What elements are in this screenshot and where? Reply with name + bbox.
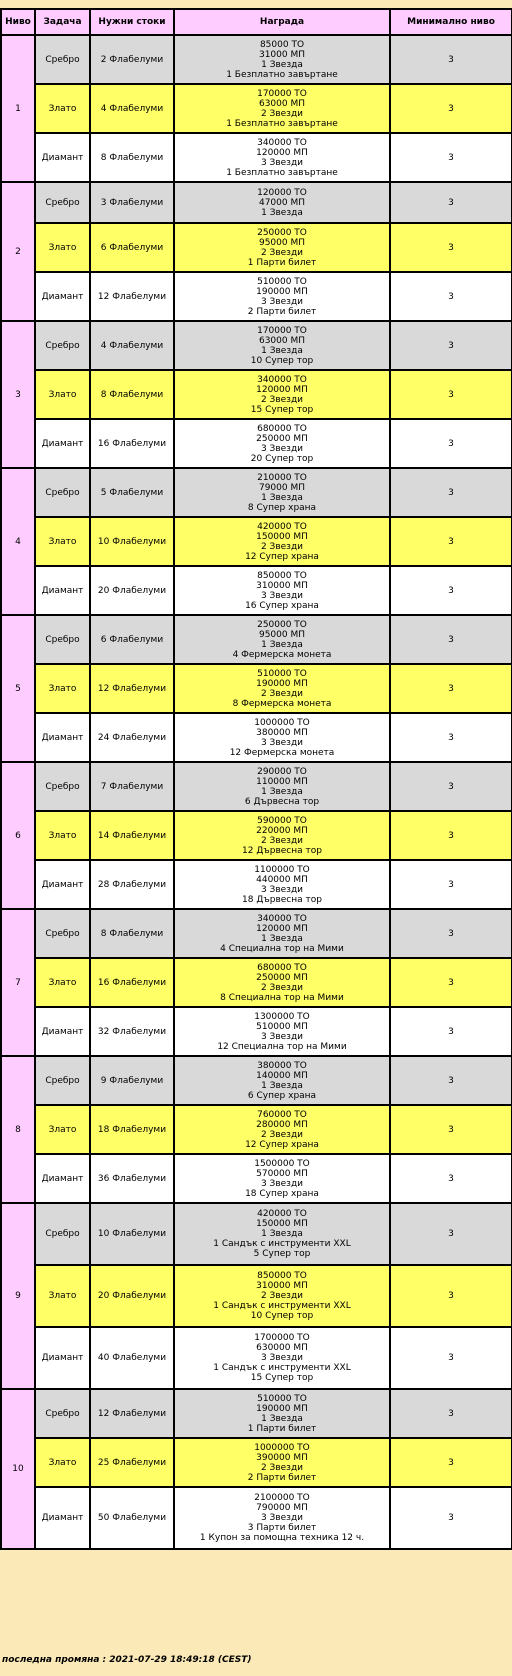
reward-line: 310000 МП	[256, 1281, 308, 1291]
reward-cell	[174, 84, 390, 133]
reward-line: 190000 МП	[256, 678, 308, 689]
min-level-cell: 3	[390, 1154, 512, 1203]
reward-line: 1000000 ТО	[254, 717, 310, 728]
reward-line: 15 Супер тор	[250, 404, 314, 415]
needed-goods-cell: 28 Флабелуми	[90, 860, 174, 909]
reward-cell	[174, 762, 390, 811]
task-cell-diamond: Диамант	[35, 860, 90, 909]
reward-line: 310000 МП	[256, 580, 308, 591]
table-row	[1, 182, 512, 223]
reward-line: 1500000 ТО	[254, 1158, 310, 1169]
needed-goods-cell: 16 Флабелуми	[90, 958, 174, 1007]
reward-line: 680000 ТО	[257, 423, 307, 434]
reward-cell	[174, 1389, 390, 1438]
reward-line: 3 Звезди	[260, 884, 304, 895]
reward-line: 12 Супер храна	[245, 1139, 319, 1150]
reward-line: 47000 МП	[258, 197, 306, 208]
min-level-cell: 3	[390, 615, 512, 664]
reward-line: 120000 МП	[256, 384, 308, 395]
needed-goods-cell: 50 Флабелуми	[90, 1487, 174, 1549]
reward-line: 1 Звезда	[261, 207, 303, 218]
reward-cell	[174, 1487, 390, 1549]
min-level-cell: 3	[390, 272, 512, 321]
reward-line: 250000 МП	[256, 972, 308, 983]
reward-line: 1 Купон за помощна техника 12 ч.	[199, 1533, 365, 1543]
level-cell: 7	[1, 909, 35, 1056]
reward-line: 1 Звезда	[261, 1080, 303, 1091]
reward-line: 2100000 ТО	[254, 1493, 310, 1503]
table-row	[1, 713, 512, 762]
reward-line: 1 Безплатно завъртане	[226, 69, 338, 80]
reward-line: 170000 ТО	[257, 88, 307, 99]
needed-goods-cell: 40 Флабелуми	[90, 1327, 174, 1389]
level-cell: 4	[1, 468, 35, 615]
task-cell-gold: Злато	[35, 664, 90, 713]
task-cell-diamond: Диамант	[35, 419, 90, 468]
table-row	[1, 1487, 512, 1549]
reward-line: 18 Дървесна тор	[242, 894, 322, 905]
reward-line: 5 Супер тор	[253, 1249, 311, 1259]
reward-line: 2 Звезди	[260, 1129, 304, 1140]
min-level-cell: 3	[390, 713, 512, 762]
reward-cell	[174, 223, 390, 272]
task-cell-gold: Злато	[35, 84, 90, 133]
reward-line: 1 Безплатно завъртане	[226, 167, 338, 178]
task-cell-diamond: Диамант	[35, 566, 90, 615]
min-level-cell: 3	[390, 860, 512, 909]
reward-line: 510000 МП	[256, 1021, 308, 1032]
reward-line: 190000 МП	[256, 286, 308, 297]
reward-line: 170000 ТО	[257, 325, 307, 336]
level-cell: 9	[1, 1203, 35, 1389]
table-row	[1, 1105, 512, 1154]
reward-line: 1 Парти билет	[247, 257, 317, 268]
task-cell-diamond: Диамант	[35, 1487, 90, 1549]
min-level-cell: 3	[390, 909, 512, 958]
reward-cell	[174, 468, 390, 517]
reward-line: 110000 МП	[256, 776, 308, 787]
reward-line: 1 Звезда	[261, 1413, 303, 1424]
reward-line: 210000 ТО	[257, 472, 307, 483]
reward-line: 140000 МП	[256, 1070, 308, 1081]
needed-goods-cell: 12 Флабелуми	[90, 1389, 174, 1438]
needed-goods-cell: 10 Флабелуми	[90, 517, 174, 566]
reward-line: 4 Фермерска монета	[232, 649, 332, 660]
reward-cell	[174, 1154, 390, 1203]
reward-line: 680000 ТО	[257, 962, 307, 973]
needed-goods-cell: 25 Флабелуми	[90, 1438, 174, 1487]
needed-goods-cell: 3 Флабелуми	[90, 182, 174, 223]
table-row	[1, 1203, 512, 1265]
reward-cell	[174, 1105, 390, 1154]
task-cell-silver: Сребро	[35, 909, 90, 958]
reward-line: 12 Дървесна тор	[242, 845, 322, 856]
level-cell: 8	[1, 1056, 35, 1203]
min-level-cell: 3	[390, 419, 512, 468]
reward-line: 2 Звезди	[260, 688, 304, 699]
needed-goods-cell: 24 Флабелуми	[90, 713, 174, 762]
table-row	[1, 468, 512, 517]
min-level-cell: 3	[390, 1265, 512, 1327]
reward-cell	[174, 321, 390, 370]
min-level-cell: 3	[390, 1105, 512, 1154]
needed-goods-cell: 6 Флабелуми	[90, 615, 174, 664]
table-row	[1, 272, 512, 321]
last-modified-footer: последна промяна : 2021-07-29 18:49:18 (CEST)	[2, 1655, 252, 1665]
reward-line: 420000 ТО	[257, 521, 307, 532]
reward-line: 390000 МП	[256, 1452, 308, 1463]
header-level: Ниво	[1, 9, 35, 35]
reward-line: 3 Звезди	[260, 1513, 304, 1523]
min-level-cell: 3	[390, 1056, 512, 1105]
task-cell-silver: Сребро	[35, 321, 90, 370]
needed-goods-cell: 10 Флабелуми	[90, 1203, 174, 1265]
reward-line: 190000 МП	[256, 1403, 308, 1414]
reward-line: 2 Звезди	[260, 982, 304, 993]
task-cell-silver: Сребро	[35, 182, 90, 223]
reward-cell	[174, 566, 390, 615]
reward-line: 790000 МП	[256, 1503, 308, 1513]
reward-line: 340000 ТО	[257, 913, 307, 924]
min-level-cell: 3	[390, 223, 512, 272]
reward-line: 6 Дървесна тор	[244, 796, 320, 807]
min-level-cell: 3	[390, 566, 512, 615]
reward-line: 16 Супер храна	[245, 600, 319, 611]
min-level-cell: 3	[390, 1007, 512, 1056]
reward-line: 380000 ТО	[257, 1060, 307, 1071]
reward-cell	[174, 1327, 390, 1389]
reward-cell	[174, 909, 390, 958]
table-row	[1, 35, 512, 84]
task-cell-gold: Злато	[35, 517, 90, 566]
reward-line: 1000000 ТО	[254, 1442, 310, 1453]
reward-line: 1 Сандък с инструменти XXL	[213, 1301, 351, 1311]
reward-line: 8 Фермерска монета	[232, 698, 332, 709]
min-level-cell: 3	[390, 664, 512, 713]
needed-goods-cell: 2 Флабелуми	[90, 35, 174, 84]
level-cell: 10	[1, 1389, 35, 1549]
reward-line: 63000 МП	[258, 335, 306, 346]
reward-line: 1 Безплатно завъртане	[226, 118, 338, 129]
reward-line: 570000 МП	[256, 1168, 308, 1179]
task-cell-silver: Сребро	[35, 35, 90, 84]
table-row	[1, 958, 512, 1007]
min-level-cell: 3	[390, 182, 512, 223]
reward-line: 3 Звезди	[260, 443, 304, 454]
reward-line: 340000 ТО	[257, 374, 307, 385]
needed-goods-cell: 8 Флабелуми	[90, 370, 174, 419]
needed-goods-cell: 20 Флабелуми	[90, 566, 174, 615]
reward-line: 220000 МП	[256, 825, 308, 836]
reward-cell	[174, 272, 390, 321]
reward-line: 1 Звезда	[261, 1229, 303, 1239]
reward-line: 2 Звезди	[260, 108, 304, 119]
task-cell-silver: Сребро	[35, 1056, 90, 1105]
min-level-cell: 3	[390, 762, 512, 811]
reward-line: 12 Фермерска монета	[229, 747, 335, 758]
table-row	[1, 370, 512, 419]
reward-line: 63000 МП	[258, 98, 306, 109]
reward-cell	[174, 811, 390, 860]
reward-line: 85000 ТО	[259, 39, 305, 50]
task-cell-diamond: Диамант	[35, 713, 90, 762]
table-row	[1, 860, 512, 909]
reward-line: 2 Звезди	[260, 541, 304, 552]
task-cell-silver: Сребро	[35, 468, 90, 517]
reward-line: 120000 МП	[256, 923, 308, 934]
reward-line: 1100000 ТО	[254, 864, 310, 875]
table-row	[1, 811, 512, 860]
task-cell-silver: Сребро	[35, 762, 90, 811]
reward-line: 1 Звезда	[261, 345, 303, 356]
reward-cell	[174, 615, 390, 664]
reward-line: 2 Парти билет	[247, 306, 317, 317]
min-level-cell: 3	[390, 370, 512, 419]
reward-line: 1 Сандък с инструменти XXL	[213, 1363, 351, 1373]
table-header-row	[1, 9, 512, 35]
reward-cell	[174, 370, 390, 419]
reward-line: 18 Супер храна	[245, 1188, 319, 1199]
needed-goods-cell: 6 Флабелуми	[90, 223, 174, 272]
task-cell-gold: Злато	[35, 223, 90, 272]
header-task: Задача	[35, 9, 90, 35]
reward-line: 12 Супер храна	[245, 551, 319, 562]
min-level-cell: 3	[390, 321, 512, 370]
reward-line: 3 Звезди	[260, 1031, 304, 1042]
reward-line: 510000 ТО	[257, 276, 307, 287]
reward-cell	[174, 713, 390, 762]
table-row	[1, 1438, 512, 1487]
reward-line: 510000 ТО	[257, 1393, 307, 1404]
reward-line: 340000 ТО	[257, 137, 307, 148]
rewards-table	[0, 8, 512, 1550]
reward-line: 290000 ТО	[257, 766, 307, 777]
reward-line: 95000 МП	[258, 237, 306, 248]
needed-goods-cell: 7 Флабелуми	[90, 762, 174, 811]
task-cell-gold: Злато	[35, 958, 90, 1007]
table-body	[1, 35, 512, 1549]
reward-line: 8 Специална тор на Мими	[220, 992, 344, 1003]
reward-line: 2 Звезди	[260, 1291, 304, 1301]
header-reward: Награда	[174, 9, 390, 35]
reward-line: 1 Сандък с инструменти XXL	[213, 1239, 351, 1249]
table-row	[1, 133, 512, 182]
reward-line: 1 Звезда	[261, 59, 303, 70]
reward-line: 3 Звезди	[260, 157, 304, 168]
needed-goods-cell: 16 Флабелуми	[90, 419, 174, 468]
reward-line: 1700000 ТО	[254, 1333, 310, 1343]
table-row	[1, 762, 512, 811]
reward-line: 150000 МП	[256, 1219, 308, 1229]
min-level-cell: 3	[390, 1487, 512, 1549]
table-row	[1, 84, 512, 133]
reward-line: 79000 МП	[258, 482, 306, 493]
table-row	[1, 223, 512, 272]
reward-line: 1 Звезда	[261, 933, 303, 944]
reward-line: 850000 ТО	[257, 570, 307, 581]
reward-cell	[174, 958, 390, 1007]
reward-cell	[174, 419, 390, 468]
task-cell-silver: Сребро	[35, 615, 90, 664]
reward-cell	[174, 1007, 390, 1056]
table-row	[1, 664, 512, 713]
reward-line: 1300000 ТО	[254, 1011, 310, 1022]
task-cell-diamond: Диамант	[35, 1154, 90, 1203]
task-cell-gold: Злато	[35, 1105, 90, 1154]
table-row	[1, 1389, 512, 1438]
reward-line: 2 Звезди	[260, 247, 304, 258]
needed-goods-cell: 36 Флабелуми	[90, 1154, 174, 1203]
task-cell-silver: Сребро	[35, 1389, 90, 1438]
task-cell-diamond: Диамант	[35, 272, 90, 321]
needed-goods-cell: 12 Флабелуми	[90, 272, 174, 321]
task-cell-diamond: Диамант	[35, 1007, 90, 1056]
reward-line: 2 Парти билет	[247, 1472, 317, 1483]
table-row	[1, 419, 512, 468]
reward-line: 120000 МП	[256, 147, 308, 158]
min-level-cell: 3	[390, 1327, 512, 1389]
needed-goods-cell: 4 Флабелуми	[90, 84, 174, 133]
task-cell-silver: Сребро	[35, 1203, 90, 1265]
reward-cell	[174, 133, 390, 182]
task-cell-diamond: Диамант	[35, 1327, 90, 1389]
reward-line: 1 Парти билет	[247, 1423, 317, 1434]
reward-cell	[174, 35, 390, 84]
table-row	[1, 1007, 512, 1056]
reward-line: 150000 МП	[256, 531, 308, 542]
reward-line: 12 Специална тор на Мими	[217, 1041, 347, 1052]
reward-cell	[174, 1265, 390, 1327]
level-cell: 2	[1, 182, 35, 321]
reward-line: 6 Супер храна	[247, 1090, 317, 1101]
level-cell: 3	[1, 321, 35, 468]
needed-goods-cell: 14 Флабелуми	[90, 811, 174, 860]
needed-goods-cell: 9 Флабелуми	[90, 1056, 174, 1105]
reward-cell	[174, 517, 390, 566]
reward-line: 10 Супер тор	[250, 355, 314, 366]
reward-cell	[174, 1203, 390, 1265]
reward-line: 20 Супер тор	[250, 453, 314, 464]
reward-line: 380000 МП	[256, 727, 308, 738]
reward-line: 1 Звезда	[261, 639, 303, 650]
reward-line: 250000 МП	[256, 433, 308, 444]
level-cell: 5	[1, 615, 35, 762]
reward-line: 3 Звезди	[260, 737, 304, 748]
reward-cell	[174, 1438, 390, 1487]
table-row	[1, 1154, 512, 1203]
reward-line: 2 Звезди	[260, 394, 304, 405]
reward-cell	[174, 182, 390, 223]
table-row	[1, 566, 512, 615]
min-level-cell: 3	[390, 1438, 512, 1487]
reward-line: 120000 ТО	[257, 187, 307, 198]
level-cell: 6	[1, 762, 35, 909]
table-row	[1, 615, 512, 664]
min-level-cell: 3	[390, 958, 512, 1007]
min-level-cell: 3	[390, 468, 512, 517]
reward-line: 440000 МП	[256, 874, 308, 885]
task-cell-gold: Злато	[35, 370, 90, 419]
reward-line: 250000 ТО	[257, 227, 307, 238]
table-row	[1, 1327, 512, 1389]
reward-line: 3 Звезди	[260, 590, 304, 601]
table-row	[1, 321, 512, 370]
reward-line: 10 Супер тор	[250, 1311, 314, 1321]
reward-line: 4 Специална тор на Мими	[220, 943, 344, 954]
reward-line: 1 Звезда	[261, 492, 303, 503]
reward-line: 630000 МП	[256, 1343, 308, 1353]
reward-line: 760000 ТО	[257, 1109, 307, 1120]
min-level-cell: 3	[390, 517, 512, 566]
table-row	[1, 517, 512, 566]
min-level-cell: 3	[390, 35, 512, 84]
needed-goods-cell: 8 Флабелуми	[90, 909, 174, 958]
needed-goods-cell: 32 Флабелуми	[90, 1007, 174, 1056]
task-cell-gold: Злато	[35, 811, 90, 860]
reward-line: 420000 ТО	[257, 1209, 307, 1219]
reward-line: 8 Супер храна	[247, 502, 317, 513]
reward-cell	[174, 1056, 390, 1105]
needed-goods-cell: 8 Флабелуми	[90, 133, 174, 182]
reward-line: 2 Звезди	[260, 1462, 304, 1473]
task-cell-gold: Злато	[35, 1438, 90, 1487]
reward-line: 95000 МП	[258, 629, 306, 640]
reward-line: 3 Звезди	[260, 1353, 304, 1363]
needed-goods-cell: 4 Флабелуми	[90, 321, 174, 370]
min-level-cell: 3	[390, 811, 512, 860]
reward-line: 850000 ТО	[257, 1271, 307, 1281]
reward-line: 3 Звезди	[260, 296, 304, 307]
table-row	[1, 1265, 512, 1327]
reward-line: 280000 МП	[256, 1119, 308, 1130]
reward-line: 250000 ТО	[257, 619, 307, 630]
min-level-cell: 3	[390, 1203, 512, 1265]
min-level-cell: 3	[390, 1389, 512, 1438]
reward-line: 3 Парти билет	[247, 1523, 317, 1533]
needed-goods-cell: 12 Флабелуми	[90, 664, 174, 713]
reward-line: 3 Звезди	[260, 1178, 304, 1189]
table-row	[1, 1056, 512, 1105]
needed-goods-cell: 18 Флабелуми	[90, 1105, 174, 1154]
min-level-cell: 3	[390, 84, 512, 133]
task-cell-diamond: Диамант	[35, 133, 90, 182]
reward-line: 1 Звезда	[261, 786, 303, 797]
needed-goods-cell: 5 Флабелуми	[90, 468, 174, 517]
reward-cell	[174, 664, 390, 713]
reward-line: 590000 ТО	[257, 815, 307, 826]
level-cell: 1	[1, 35, 35, 182]
table-row	[1, 909, 512, 958]
reward-line: 2 Звезди	[260, 835, 304, 846]
task-cell-gold: Злато	[35, 1265, 90, 1327]
reward-line: 510000 ТО	[257, 668, 307, 679]
min-level-cell: 3	[390, 133, 512, 182]
needed-goods-cell: 20 Флабелуми	[90, 1265, 174, 1327]
header-min-level: Минимално ниво	[390, 9, 512, 35]
reward-line: 31000 МП	[258, 49, 306, 60]
reward-cell	[174, 860, 390, 909]
header-needed-goods: Нужни стоки	[90, 9, 174, 35]
reward-line: 15 Супер тор	[250, 1373, 314, 1383]
